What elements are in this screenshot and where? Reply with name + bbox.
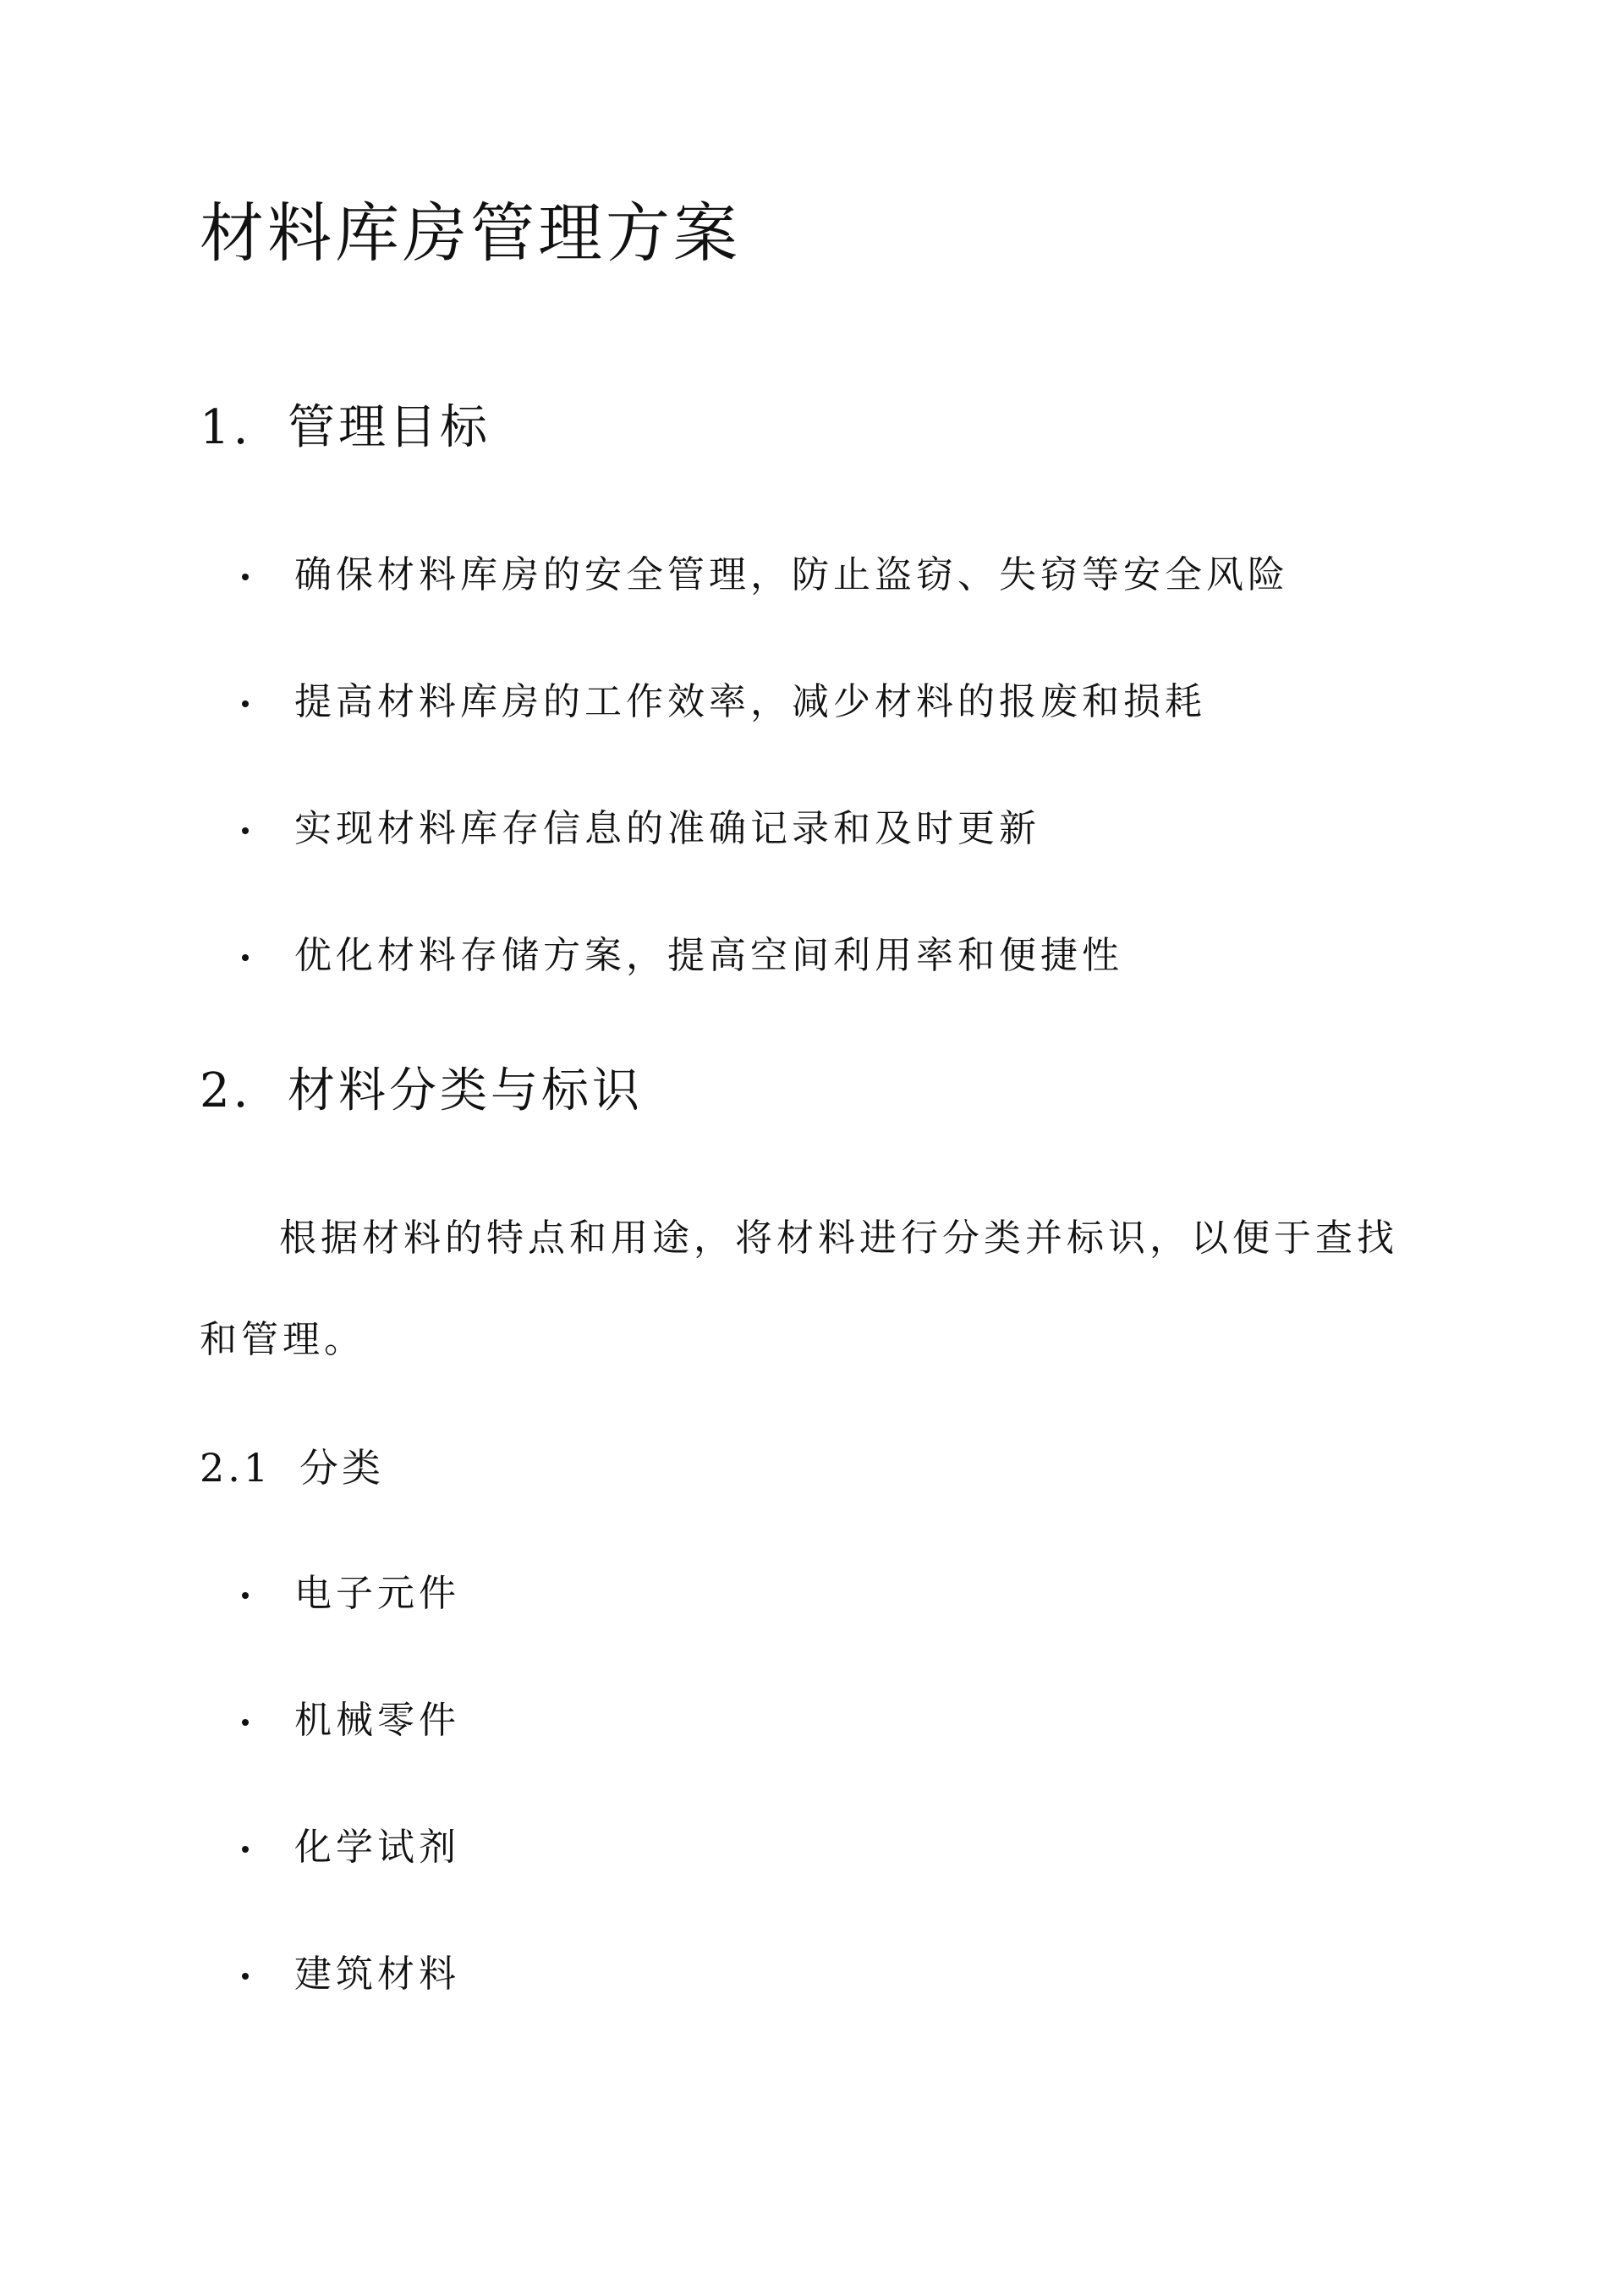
bullet-icon	[242, 827, 249, 834]
subsection-title: 分类	[299, 1445, 384, 1491]
bullet-icon	[242, 574, 249, 580]
bullet-icon	[242, 1592, 249, 1599]
section-number: 2.	[200, 1063, 252, 1118]
list-item-text: 实现材料库存信息的准确记录和及时更新	[294, 807, 1040, 850]
list-item-text: 确保材料库房的安全管理，防止盗窃、失窃等安全风险	[294, 553, 1289, 596]
section-paragraph: 根据材料的特点和用途，将材料进行分类并标识，以便于查找和管理。	[200, 1217, 1398, 1361]
section-title: 材料分类与标识	[288, 1063, 643, 1118]
section-number: 1.	[200, 400, 252, 455]
list-item-text: 优化材料存储方案，提高空间利用率和便捷性	[294, 934, 1123, 977]
subsection-heading-2-1	[200, 1445, 384, 1491]
bullet-icon	[242, 700, 249, 707]
bullet-icon	[242, 1973, 249, 1980]
list-item-text: 机械零件	[294, 1699, 460, 1742]
list-item-text: 电子元件	[294, 1572, 460, 1615]
bullet-icon	[242, 954, 249, 961]
bullet-icon	[242, 1846, 249, 1853]
list-item-text: 提高材料库房的工作效率，减少材料的报废和损耗	[294, 680, 1206, 723]
section-heading-2	[200, 1063, 643, 1118]
bullet-icon	[242, 1719, 249, 1726]
list-item-text: 建筑材料	[294, 1953, 460, 1996]
section-heading-1	[200, 400, 491, 455]
list-item-text: 化学试剂	[294, 1826, 460, 1869]
document-title: 材料库房管理方案	[200, 195, 741, 271]
subsection-number: 2.1	[200, 1445, 272, 1491]
section-title: 管理目标	[288, 400, 491, 455]
